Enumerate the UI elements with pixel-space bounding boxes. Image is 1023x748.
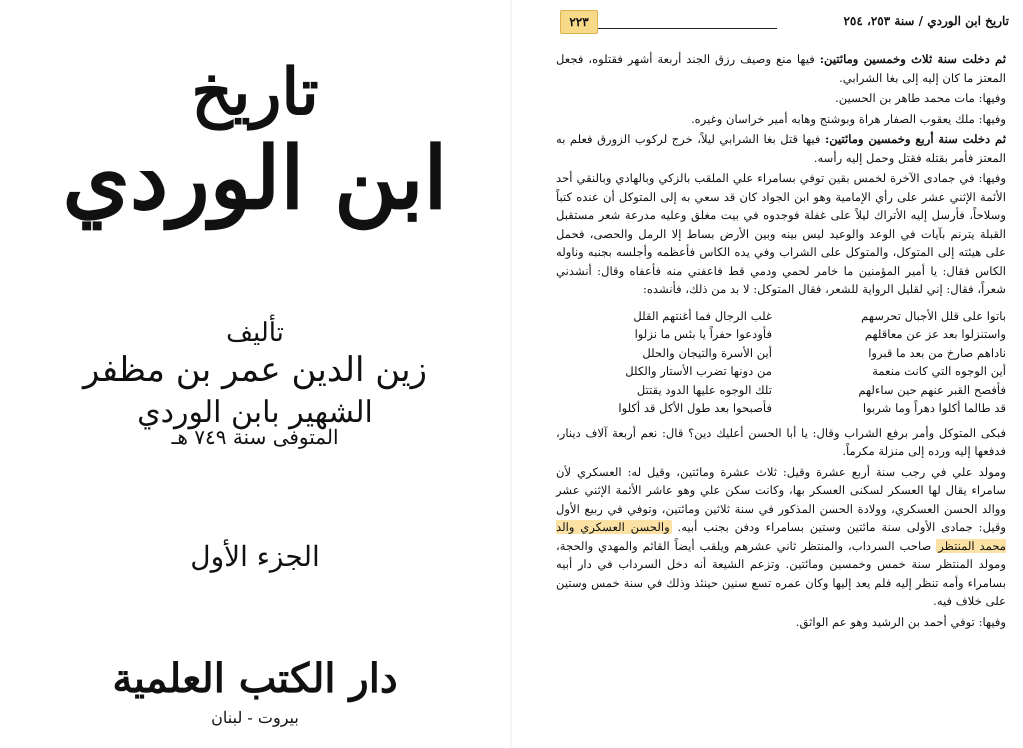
year-heading: ثم دخلت سنة أربع وخمسين ومائتين: — [824, 132, 1006, 146]
volume-label: الجزء الأول — [190, 540, 320, 573]
paragraph-text: وفيها: ملك يعقوب الصفار هراة وبوشنج وهابه أمير خراسان وغيره. — [691, 111, 1006, 126]
paragraph-text: وفيها: مات محمد طاهر بن الحسين. — [835, 91, 1006, 105]
author-name: زين الدين عمر بن مظفر — [82, 350, 428, 390]
poem-verse — [556, 362, 1006, 381]
paragraph-text: وفيها: في جمادى الآخرة لخمس بقين توفي بسامراء علي الملقب بالزكي وبالهادي وبالنقي أحد الأئمة الإثني عشر على رأي الإمامية وهو ابن الجواد كان قد سعي به إلى المتوكل أن عنده كتباً وسلاحاً، فأرسل إليه الأتراك ليلاً على غفلة فوجدوه في بيت مغلق وعليه مدرعة شعر مستقبل القبلة يترنم بآيات في الوعد والوعيد ليس بينه وبين الأرض بساط إلا الرمل والحصى، فحمل على هيئته إلى المتوكل، والمتوكل على الشراب وفي يده الكاس فأعظمه وأجلسه بجنبه وناوله الكاس فقال: يا أمير المؤمنين ما خامر لحمي ودمي قط فاعفني منه فأعفاه وقال: أنشدني شعراً، فقال: إني لقليل الرواية للشعر، فقال المتوكل: لا بد من ذلك، فأنشده: — [556, 171, 1006, 296]
poem-verse — [556, 381, 1006, 400]
book-title-line-1: تاريخ — [191, 55, 319, 130]
book-title-line-2: ابن الوردي — [62, 128, 448, 229]
paragraph — [556, 130, 1006, 167]
header-rule — [598, 28, 777, 29]
paragraph-text: ومولد علي في رجب سنة أربع عشرة وقيل: ثلاث عشرة ومائتين، وقيل له: العسكري لأن سامراء يقال لها العسكر لسكنى العسكر بها، وكانت سكن علي وهو عاشر الأئمة الإثني عشر ووالد الحسن العسكري، وولادة الحسن المذكور في سنة ثلاثين ومائتين، وتوفي في ربيع الأول وقيل: جمادى الأولى سنة مائتين وستين بسامراء ودفن بجنب أبيه. — [556, 464, 1006, 534]
author-fame: الشهير بابن الوردي — [137, 395, 373, 430]
hemistich-left: غلب الرجال فما أغنتهم القلل — [633, 308, 772, 323]
year-heading: ثم دخلت سنة ثلاث وخمسين ومائتين: — [819, 52, 1006, 66]
poem-verse — [556, 344, 1006, 363]
paragraph — [556, 110, 1006, 129]
paragraph-text: وفيها: توفي أحمد بن الرشيد وهو عم الواثق. — [795, 614, 1006, 629]
hemistich-left: تلك الوجوه عليها الدود يقتتل — [636, 382, 772, 397]
paragraph — [556, 89, 1006, 108]
paragraph — [556, 613, 1006, 632]
hemistich-left: أين الأسرة والتيجان والحلل — [642, 345, 772, 360]
paragraph-text: صاحب السرداب، والمنتظر ثاني عشرهم ويلقب أيضاً القائم والمهدي والحجة، ومولد المنتظر سنة خمس وخمسين ومائتين. وتزعم الشيعة أنه دخل السرداب في دار أبيه بسامراء وأمه تنظر إليه فلم يعد إليها وكان عمره تسع سنين حينئذ وذلك في سنة خمس وستين على خلاف فيه. — [556, 538, 1006, 608]
author-death: المتوفى سنة ٧٤٩ هـ — [171, 425, 339, 449]
hemistich-right: باتوا على قلل الأجبال تحرسهم — [861, 308, 1006, 323]
paragraph — [556, 169, 1006, 299]
hemistich-right: أين الوجوه التي كانت منعمة — [872, 364, 1006, 378]
hemistich-right: قد طالما أكلوا دهراً وما شربوا — [862, 401, 1006, 415]
poem-verse — [556, 399, 1006, 418]
hemistich-left: فأودعوا حفراً يا بئس ما نزلوا — [634, 327, 772, 341]
left-page — [0, 0, 510, 748]
hemistich-left: من دونها تضرب الأستار والكلل — [625, 364, 772, 378]
publisher-city: بيروت - لبنان — [211, 708, 299, 727]
hemistich-right: ناداهم صارخ من بعد ما قبروا — [868, 345, 1006, 360]
author-label: تأليف — [226, 318, 284, 348]
running-header — [560, 10, 1009, 36]
publisher-logo: دار الكتب العلمية — [112, 655, 398, 702]
page-number-badge: ٢٢٣ — [560, 10, 598, 34]
hemistich-left: فأصبحوا بعد طول الأكل قد أكلوا — [618, 401, 772, 415]
hemistich-right: واستنزلوا بعد عز عن معاقلهم — [864, 327, 1006, 341]
running-header-text: تاريخ ابن الوردي / سنة ٢٥٣، ٢٥٤ — [843, 14, 1009, 28]
paragraph — [556, 50, 1006, 87]
page-body — [556, 50, 1006, 633]
poem — [556, 307, 1006, 418]
poem-verse — [556, 307, 1006, 326]
paragraph — [556, 424, 1006, 461]
hemistich-right: فأفصح القبر عنهم حين ساءلهم — [858, 382, 1006, 397]
paragraph — [556, 463, 1006, 611]
poem-verse — [556, 325, 1006, 344]
highlighted-phrase[interactable]: والحسن العسكري والد محمد المنتظر — [556, 520, 1007, 553]
paragraph-text: فبكى المتوكل وأمر برفع الشراب وقال: يا أبا الحسن أعليك دين؟ قال: نعم أربعة آلاف دينار، فدفعها إليه ورده إلى منزلة مكرماً. — [556, 425, 1006, 458]
paragraph-text: فيها منع وصيف رزق الجند أربعة أشهر فقتلوه، فجعل المعتز ما كان إليه إلى بغا الشرابي. — [556, 52, 1006, 85]
paragraph-text: فيها قتل بغا الشرابي ليلاً، خرج لركوب الزورق فعلم به المعتز فأمر بقتله فقتل وحمل إليه رأسه. — [556, 132, 1006, 165]
